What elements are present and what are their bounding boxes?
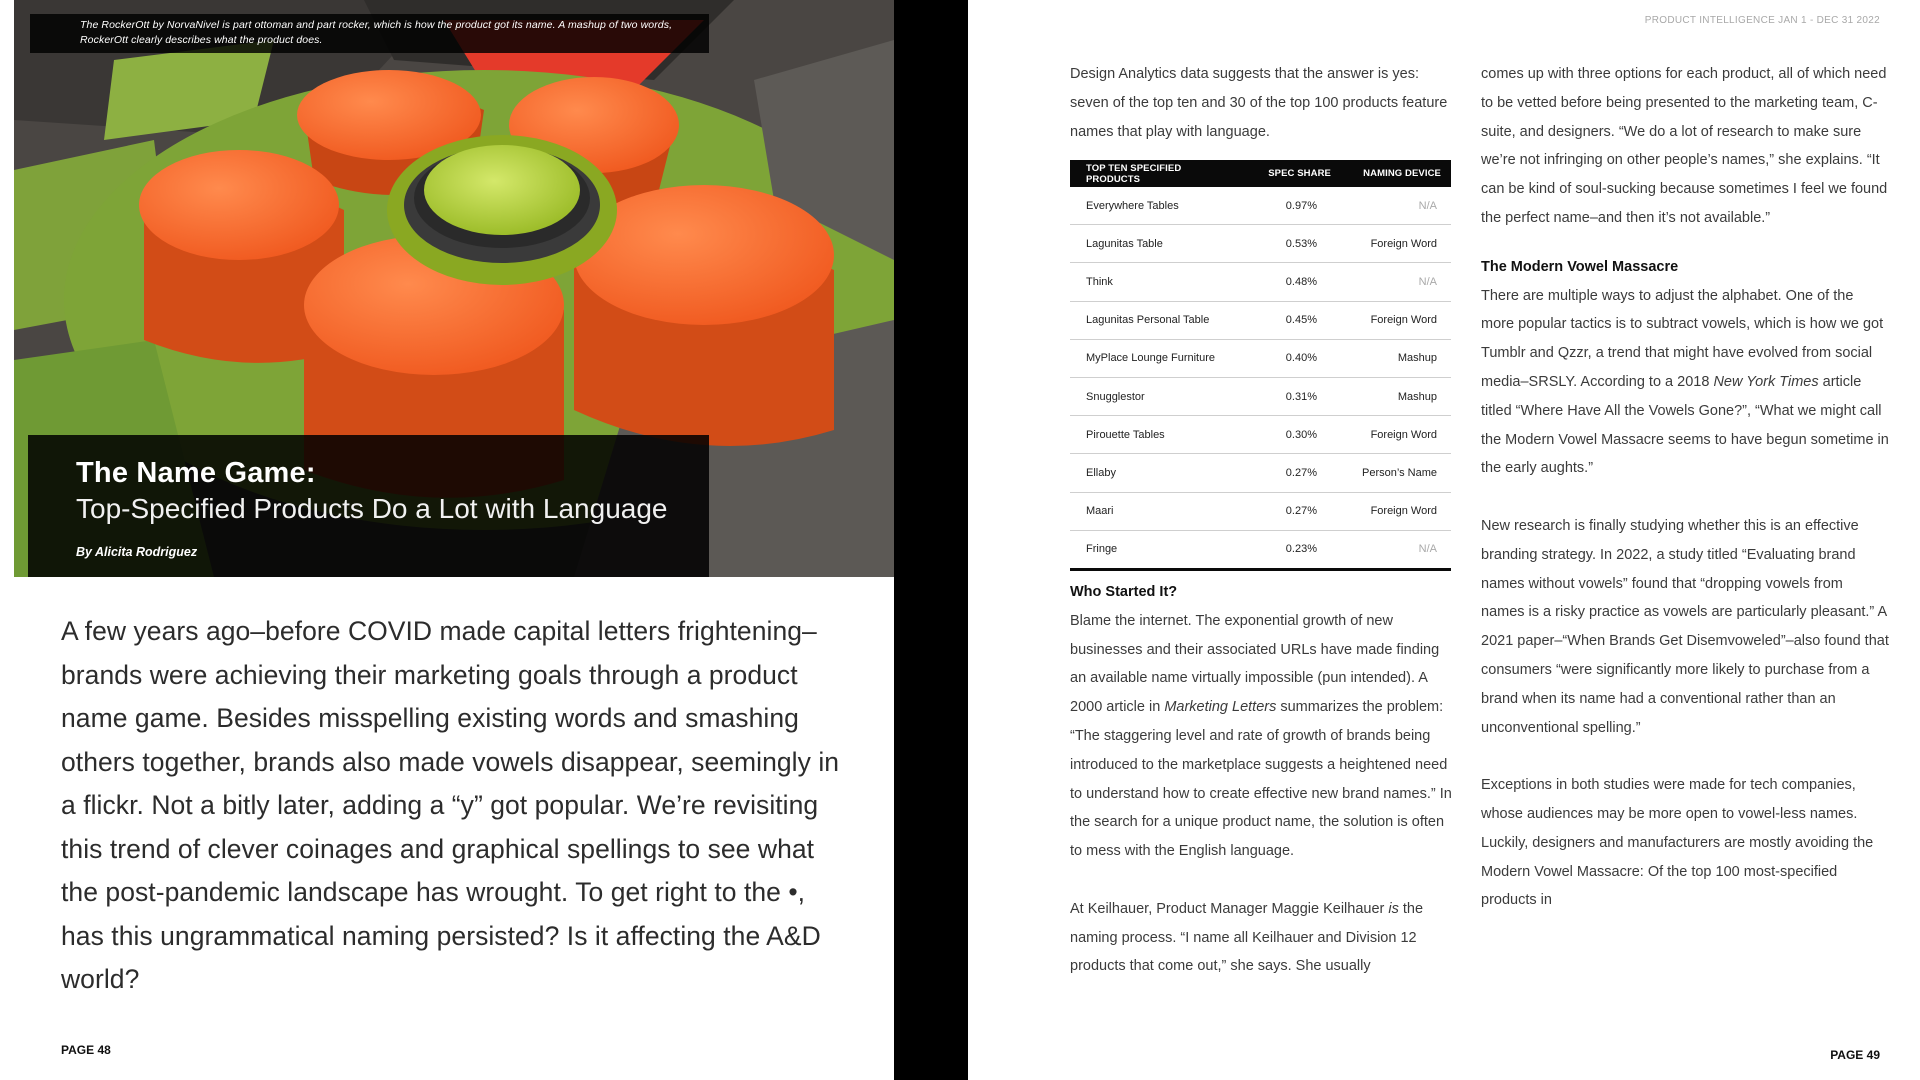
table-row bbox=[1070, 454, 1451, 492]
table-row bbox=[1070, 530, 1451, 569]
table-row bbox=[1070, 339, 1451, 377]
table-header-row bbox=[1070, 160, 1451, 187]
cell-naming-device: Foreign Word bbox=[1341, 492, 1451, 530]
who-paragraph-1 bbox=[1070, 607, 1456, 866]
table-row bbox=[1070, 492, 1451, 530]
table-row bbox=[1070, 263, 1451, 301]
cell-product: Pirouette Tables bbox=[1070, 416, 1227, 454]
cell-spec-share: 0.30% bbox=[1227, 416, 1341, 454]
header-product: TOP TEN SPECIFIED PRODUCTS bbox=[1070, 160, 1227, 187]
text-run: the naming process. “I name all Keilhauer and Division 12 products that come out,” she says. She usually bbox=[1070, 900, 1424, 975]
intro-paragraph: A few years ago–before COVID made capital letters frightening–brands were achieving their marketing goals through a product name game. Besides misspelling existing words and smashing others together, brands also made vowels disappear, seemingly in a flickr. Not a bitly later, adding a “y” got popular. We’re revisiting this trend of clever coinages and graphical spellings to see what the post-pandemic landscape has wrought. To get right to the •, has this ungrammatical naming persisted? Is it affecting the A&D world? bbox=[61, 616, 840, 994]
text-run: article titled “Where Have All the Vowels Gone?”, “What we might call the Modern Vowel Massacre seems to have begun sometime in the early aughts.” bbox=[1481, 373, 1889, 477]
cell-product: Maari bbox=[1070, 492, 1227, 530]
page-number-right: PAGE 49 bbox=[1830, 1048, 1880, 1062]
cell-spec-share: 0.27% bbox=[1227, 492, 1341, 530]
page-left bbox=[0, 0, 894, 1080]
cell-spec-share: 0.27% bbox=[1227, 454, 1341, 492]
col-b-paragraph-1: comes up with three options for each product, all of which need to be vetted before being presented to the marketing team, C-suite, and designers. “We do a lot of research to make sure we’re not infringing on other people’s names,” she explains. “It can be kind of soul-sucking because sometimes I feel we found the perfect name–and then it’s not available.” bbox=[1481, 66, 1888, 226]
table-row bbox=[1070, 187, 1451, 225]
cell-product: Everywhere Tables bbox=[1070, 187, 1227, 225]
publication-name: New York Times bbox=[1713, 373, 1819, 390]
cell-spec-share: 0.45% bbox=[1227, 301, 1341, 339]
cell-product: Think bbox=[1070, 263, 1227, 301]
cell-naming-device: Mashup bbox=[1341, 339, 1451, 377]
column-left-body bbox=[1070, 578, 1456, 981]
column-right bbox=[1481, 60, 1889, 915]
emphasis: is bbox=[1388, 900, 1399, 917]
table-row bbox=[1070, 377, 1451, 415]
title-block bbox=[28, 435, 709, 577]
page-number-left: PAGE 48 bbox=[61, 1043, 111, 1057]
who-started-heading: Who Started It? bbox=[1070, 584, 1178, 600]
vowel-paragraph-1 bbox=[1481, 282, 1889, 484]
cell-spec-share: 0.53% bbox=[1227, 225, 1341, 263]
table-row bbox=[1070, 416, 1451, 454]
cell-product: Snugglestor bbox=[1070, 377, 1227, 415]
product-photo bbox=[14, 0, 894, 577]
text-run: At Keilhauer, Product Manager Maggie Keilhauer bbox=[1070, 900, 1389, 917]
cell-spec-share: 0.40% bbox=[1227, 339, 1341, 377]
cell-spec-share: 0.23% bbox=[1227, 530, 1341, 569]
table-row bbox=[1070, 225, 1451, 263]
header-naming-device: NAMING DEVICE bbox=[1341, 160, 1451, 187]
cell-spec-share: 0.48% bbox=[1227, 263, 1341, 301]
cell-product: Lagunitas Personal Table bbox=[1070, 301, 1227, 339]
vowel-massacre-heading: The Modern Vowel Massacre bbox=[1481, 258, 1679, 275]
cell-naming-device: N/A bbox=[1341, 187, 1451, 225]
article-subtitle: Top-Specified Products Do a Lot with Language bbox=[76, 493, 668, 524]
vowel-paragraph-2: New research is finally studying whether this is an effective branding strategy. In 2022, a study titled “Evaluating brand names without vowels” found that “dropping vowels from names is a risky practice as vowels are particularly pleasant.” A 2021 paper–“When Brands Get Disemvoweled”–also found that consumers “were significantly more likely to purchase from a brand when its name had a conventional rather than an unconventional spelling.” bbox=[1481, 517, 1889, 736]
article-title: The Name Game: bbox=[76, 457, 316, 489]
publication-name: Marketing Letters bbox=[1164, 699, 1277, 716]
running-head: PRODUCT INTELLIGENCE JAN 1 - DEC 31 2022 bbox=[1644, 15, 1880, 26]
text-run: summarizes the problem: “The staggering level and rate of growth of brands being introduced to the marketplace suggests a heightened need to understand how to create effective new brand names.” In the search for a unique product name, the solution is often to mess with the English language. bbox=[1070, 699, 1452, 860]
cell-product: MyPlace Lounge Furniture bbox=[1070, 339, 1227, 377]
photo-caption: The RockerOtt by NorvaNivel is part ottoman and part rocker, which is how the product got its name. A mashup of two words, RockerOtt clearly describes what the product does. bbox=[30, 14, 709, 53]
cell-naming-device: Foreign Word bbox=[1341, 225, 1451, 263]
who-paragraph-2 bbox=[1070, 895, 1456, 981]
top-ten-table bbox=[1070, 160, 1451, 571]
cell-naming-device: Foreign Word bbox=[1341, 301, 1451, 339]
vowel-paragraph-3: Exceptions in both studies were made for tech companies, whose audiences may be more open to vowel-less names. Luckily, designers and manufacturers are mostly avoiding the Modern Vowel Massacre: Of the top 100 most-specified products in bbox=[1481, 777, 1874, 909]
text-run: There are multiple ways to adjust the alphabet. One of the more popular tactics is to subtract vowels, which is how we got Tumblr and Qzzr, a trend that might have evolved from social media–SRSLY. According to a 2018 bbox=[1481, 287, 1884, 390]
table-row bbox=[1070, 301, 1451, 339]
cell-spec-share: 0.97% bbox=[1227, 187, 1341, 225]
cell-naming-device: Person’s Name bbox=[1341, 454, 1451, 492]
byline: By Alicita Rodriguez bbox=[76, 545, 198, 559]
cell-product: Lagunitas Table bbox=[1070, 225, 1227, 263]
page-right bbox=[968, 0, 1920, 1080]
column-left bbox=[1070, 60, 1456, 146]
cell-naming-device: Foreign Word bbox=[1341, 416, 1451, 454]
cell-product: Ellaby bbox=[1070, 454, 1227, 492]
cell-naming-device: N/A bbox=[1341, 530, 1451, 569]
intro-continuation: Design Analytics data suggests that the answer is yes: seven of the top ten and 30 of the top 100 products feature names that play with language. bbox=[1070, 66, 1448, 140]
header-spec-share: SPEC SHARE bbox=[1227, 160, 1341, 187]
text-run: Blame the internet. The exponential growth of new businesses and their associated URLs have made finding an available name virtually impossible (pun intended). A 2000 article in bbox=[1070, 612, 1440, 716]
cell-naming-device: Mashup bbox=[1341, 377, 1451, 415]
cell-spec-share: 0.31% bbox=[1227, 377, 1341, 415]
cell-product: Fringe bbox=[1070, 530, 1227, 569]
cell-naming-device: N/A bbox=[1341, 263, 1451, 301]
